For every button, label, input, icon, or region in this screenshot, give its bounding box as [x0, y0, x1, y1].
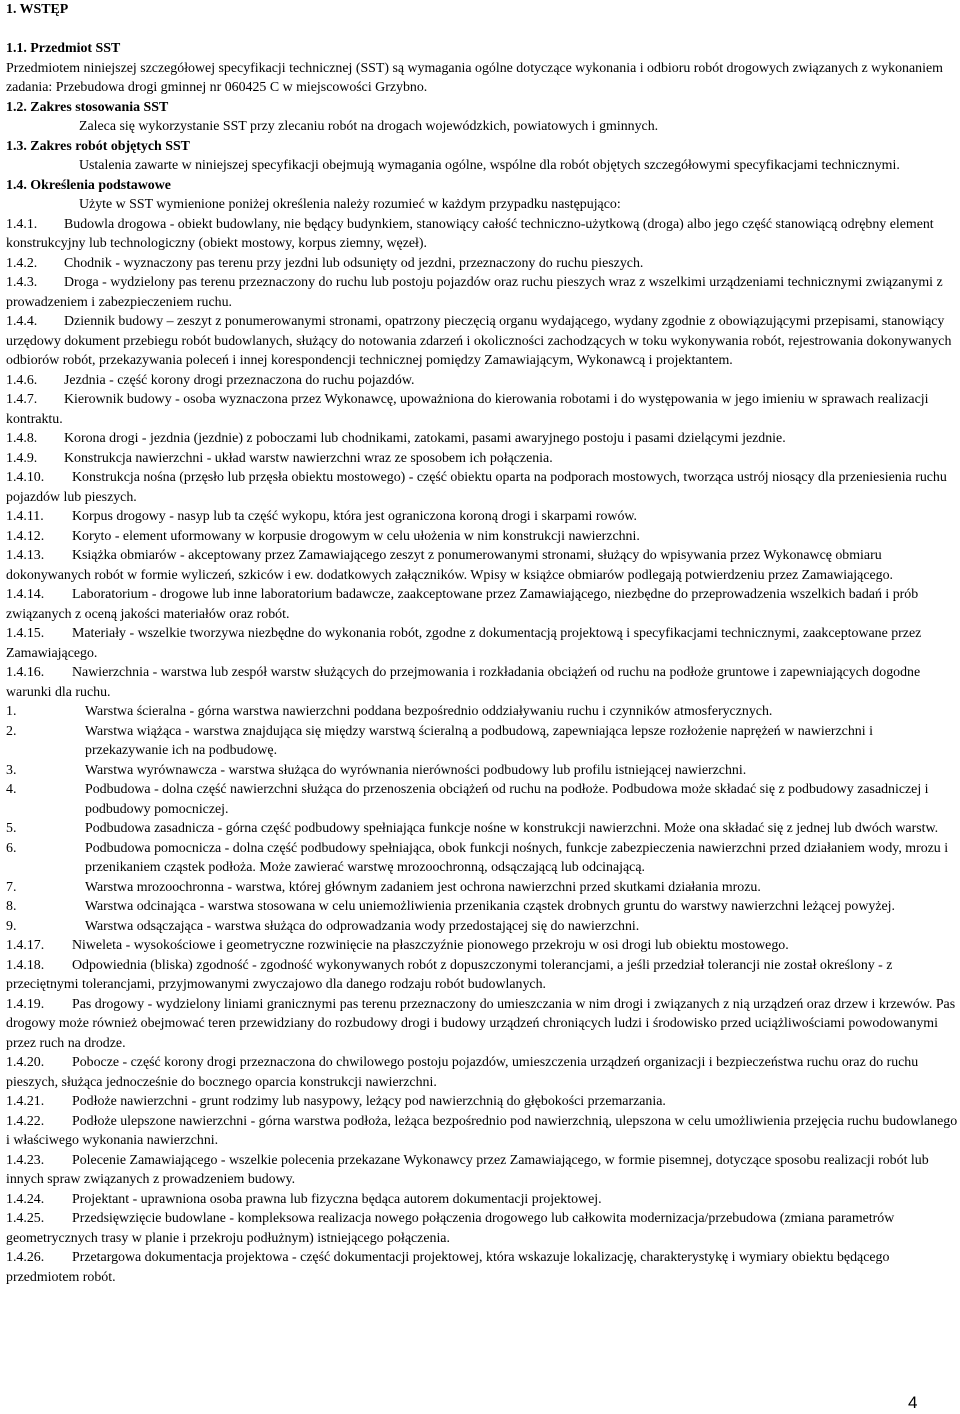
definition-item: [6, 1112, 958, 1151]
definition-item: [6, 390, 958, 429]
definition-number: 1.4.13.: [6, 548, 45, 563]
definition-item: [6, 273, 958, 312]
definition-number: 1.4.17.: [6, 938, 45, 953]
definition-number: 1.4.14.: [6, 587, 45, 602]
definition-text: Koryto - element uformowany w korpusie drogowym w celu ułożenia w nim konstrukcji nawierzchni.: [72, 528, 640, 544]
layer-item: [6, 761, 958, 781]
section-1-1-text: Przedmiotem niniejszej szczegółowej specyfikacji technicznej (SST) są wymagania ogólne dotyczące wykonania i odbioru robót drogowych związanych z wykonaniem zadania: Przebudowa drogi gminnej nr 060425 C w miejscowości Grzybno.: [6, 60, 943, 95]
definition-number: 1.4.26.: [6, 1250, 45, 1265]
definition-number: 1.4.3.: [6, 275, 38, 290]
definition-number: 1.4.9.: [6, 450, 38, 466]
definition-number: 1.4.10.: [6, 470, 45, 485]
definition-item: [6, 468, 958, 507]
definition-text: Chodnik - wyznaczony pas terenu przy jezdni lub odsunięty od jezdni, przeznaczony do ruchu pieszych.: [64, 255, 644, 271]
layer-number: 5.: [6, 821, 17, 836]
definition-item: [6, 371, 958, 391]
definition-text: Podłoże ulepszone nawierzchni - górna warstwa podłoża, leżąca bezpośrednio pod nawierzchnią, ulepszona w celu umożliwienia przejęcia ruchu budowlanego i właściwego wykonania nawierzchni.: [6, 1113, 958, 1148]
definition-number: 1.4.7.: [6, 392, 38, 407]
definition-text: Laboratorium - drogowe lub inne laboratorium badawcze, zaakceptowane przez Zamawiającego, niezbędne do przeprowadzenia wszelkich badań i prób związanych z oceną jakości materiałów oraz robót.: [6, 587, 919, 622]
definition-item: [6, 936, 958, 956]
layer-number: 6.: [6, 840, 17, 856]
layer-item: [6, 722, 958, 761]
layer-number: 7.: [6, 879, 17, 895]
definition-number: 1.4.8.: [6, 431, 38, 446]
definition-number: 1.4.22.: [6, 1113, 45, 1129]
definition-number: 1.4.12.: [6, 528, 45, 544]
definition-text: Przedsięwzięcie budowlane - kompleksowa realizacja nowego połączenia drogowego lub całkowita modernizacja/przebudowa (zmiana parametrów geometrycznych trasy w planie i przekroju podłużnym) istniejącego połączenia.: [6, 1211, 895, 1246]
section-1-3-text: Ustalenia zawarte w niniejszej specyfikacji obejmują wymagania ogólne, wspólne dla robót objętych szczegółowymi specyfikacjami technicznymi.: [79, 158, 900, 173]
layer-item: [6, 780, 958, 819]
definition-number: 1.4.20.: [6, 1055, 45, 1070]
definition-item: [6, 1053, 958, 1092]
layer-item: [6, 897, 958, 917]
definitions-list-b: [6, 936, 958, 1287]
layer-text: Warstwa odcinająca - warstwa stosowana w celu uniemożliwienia przenikania cząstek drobnych gruntu do warstwy nawierzchni leżącej powyżej.: [85, 899, 896, 914]
document-page: [6, 0, 958, 1287]
definitions-list-a: [6, 215, 958, 703]
definition-text: Polecenie Zamawiającego - wszelkie polecenia przekazane Wykonawcy przez Zamawiającego, w formie pisemnej, dotyczące sposobu realizacji robót lub innych spraw związanych z prowadzeniem budowy.: [6, 1152, 929, 1187]
definition-item: [6, 995, 958, 1054]
layer-text: Warstwa wiążąca - warstwa znajdująca się między warstwą ścieralną a podbudową, zapewniająca lepsze rozłożenie naprężeń w nawierzchni i przekazywanie ich na podbudowę.: [85, 723, 873, 758]
definition-item: [6, 507, 958, 527]
layer-text: Warstwa odsączająca - warstwa służąca do odprowadzania wody przedostającej się do nawierzchni.: [85, 918, 640, 934]
definition-number: 1.4.21.: [6, 1094, 45, 1109]
definition-text: Konstrukcja nośna (przęsło lub przęsła obiektu mostowego) - część obiektu oparta na podporach mostowych, tworząca ustrój niosący dla przeniesienia ruchu pojazdów lub pieszych.: [6, 470, 947, 505]
definition-text: Kierownik budowy - osoba wyznaczona przez Wykonawcę, upoważniona do kierowania robotami i do występowania w jego imieniu w sprawach realizacji kontraktu.: [6, 392, 929, 427]
definition-item: [6, 585, 958, 624]
definition-item: [6, 429, 958, 449]
definition-text: Korona drogi - jezdnia (jezdnie) z poboczami lub chodnikami, zatokami, pasami awaryjnego postoju i pasami dzielącymi jezdnie.: [64, 431, 786, 446]
layers-list: [6, 702, 958, 936]
definition-item: [6, 527, 958, 547]
definition-text: Odpowiednia (bliska) zgodność - zgodność wykonywanych robót z dopuszczonymi tolerancjami, a jeśli przedział tolerancji nie został określony - z przeciętnymi tolerancjami, przyjmowanymi zwyczajowo dla danego rodzaju robót budowlanych.: [6, 957, 893, 992]
definition-item: [6, 1151, 958, 1190]
definition-item: [6, 312, 958, 371]
definition-item: [6, 215, 958, 254]
layer-number: 3.: [6, 762, 17, 778]
layer-item: [6, 702, 958, 722]
definition-text: Podłoże nawierzchni - grunt rodzimy lub nasypowy, leżący pod nawierzchnią do głębokości przemarzania.: [72, 1094, 666, 1109]
definition-number: 1.4.23.: [6, 1152, 45, 1168]
definition-item: [6, 1209, 958, 1248]
layer-number: 9.: [6, 918, 17, 934]
definition-number: 1.4.2.: [6, 255, 38, 271]
definition-text: Jezdnia - część korony drogi przeznaczona do ruchu pojazdów.: [64, 372, 415, 388]
definition-text: Pas drogowy - wydzielony liniami granicznymi pas terenu przeznaczony do umieszczania w nim drogi i związanych z nią urządzeń oraz drzew i krzewów. Pas drogowy może również obejmować teren przewidziany do rozbudowy drogi i budowy urządzeń chroniących ludzi i środowisko przed uciążliwościami powodowanymi przez ruch na drodze.: [6, 996, 956, 1051]
layer-number: 4.: [6, 782, 17, 797]
definition-item: [6, 1248, 958, 1287]
definition-number: 1.4.19.: [6, 996, 45, 1012]
definition-item: [6, 254, 958, 274]
definition-item: [6, 663, 958, 702]
layer-item: [6, 878, 958, 898]
layer-item: [6, 917, 958, 937]
definition-text: Książka obmiarów - akceptowany przez Zamawiającego zeszyt z ponumerowanymi stronami, służący do wpisywania przez Wykonawcę obmiaru dokonywanych robót w formie wyliczeń, szkiców i ew. dodatkowych załączników. Wpisy w książce obmiarów podlegają potwierdzeniu przez Zamawiającego.: [6, 548, 894, 583]
layer-text: Podbudowa zasadnicza - górna część podbudowy spełniająca funkcje nośne w konstrukcji nawierzchni. Może ona składać się z jednej lub dwóch warstw.: [85, 821, 939, 836]
layer-number: 2.: [6, 723, 17, 739]
definition-number: 1.4.4.: [6, 314, 38, 329]
definition-item: [6, 449, 958, 469]
layer-text: Podbudowa - dolna część nawierzchni służąca do przenoszenia obciążeń od ruchu na podłoże. Podbudowa może składać się z podbudowy zasadniczej i podbudowy pomocniczej.: [85, 782, 929, 817]
definition-number: 1.4.16.: [6, 665, 45, 680]
layer-number: 1.: [6, 704, 17, 719]
definition-text: Materiały - wszelkie tworzywa niezbędne do wykonania robót, zgodne z dokumentacją projektową i specyfikacjami technicznymi, zaakceptowane przez Zamawiającego.: [6, 626, 922, 661]
chapter-heading: 1. WSTĘP: [6, 2, 69, 17]
definition-item: [6, 1092, 958, 1112]
definition-text: Niweleta - wysokościowe i geometryczne rozwinięcie na płaszczyźnie pionowego przekroju w osi drogi lub obiektu mostowego.: [72, 938, 789, 953]
definition-item: [6, 546, 958, 585]
definition-text: Dziennik budowy – zeszyt z ponumerowanymi stronami, opatrzony pieczęcią organu wydającego, wydany zgodnie z obowiązującymi przepisami, stanowiący urzędowy dokument przebiegu robót budowlanych, służący do notowania zdarzeń i okoliczności zachodzących w toku wykonywania robót, rejestrowania dokonywanych odbiorów robót, przekazywania poleceń i innej korespondencji technicznej pomiędzy Zamawiającym, Wykonawcą i projektantem.: [6, 314, 952, 368]
layer-text: Warstwa mrozoochronna - warstwa, której głównym zadaniem jest ochrona nawierzchni przed skutkami działania mrozu.: [85, 879, 761, 895]
definition-text: Przetargowa dokumentacja projektowa - część dokumentacji projektowej, która wskazuje lokalizację, charakterystykę i wymiary obiektu będącego przedmiotem robót.: [6, 1250, 890, 1285]
definition-number: 1.4.18.: [6, 957, 45, 973]
definition-text: Nawierzchnia - warstwa lub zespół warstw służących do przejmowania i rozkładania obciążeń od ruchu na podłoże gruntowe i zapewniających dogodne warunki dla ruchu.: [6, 665, 921, 700]
layer-number: 8.: [6, 899, 17, 914]
section-1-1-title: 1.1. Przedmiot SST: [6, 41, 121, 56]
spacer: [6, 20, 958, 40]
definition-number: 1.4.11.: [6, 509, 44, 524]
section-1-2-title: 1.2. Zakres stosowania SST: [6, 99, 169, 115]
section-1-4-title: 1.4. Określenia podstawowe: [6, 177, 171, 193]
section-1-2-text: Zaleca się wykorzystanie SST przy zlecaniu robót na drogach wojewódzkich, powiatowych i gminnych.: [79, 119, 659, 134]
definition-text: Droga - wydzielony pas terenu przeznaczony do ruchu lub postoju pojazdów oraz ruchu pieszych wraz z wszelkimi urządzeniami technicznymi związanymi z prowadzeniem i zabezpieczeniem ruchu.: [6, 275, 943, 310]
definition-number: 1.4.24.: [6, 1191, 45, 1207]
definition-number: 1.4.1.: [6, 216, 38, 232]
definition-text: Budowla drogowa - obiekt budowlany, nie będący budynkiem, stanowiący całość techniczno-użytkową (droga) albo jego część stanowiącą odrębny element konstrukcyjny lub technologiczny (obiekt mostowy, korpus ziemny, węzeł).: [6, 216, 934, 251]
layer-text: Warstwa wyrównawcza - warstwa służąca do wyrównania nierówności podbudowy lub profilu istniejącej nawierzchni.: [85, 762, 747, 778]
layer-text: Warstwa ścieralna - górna warstwa nawierzchni poddana bezpośrednio oddziaływaniu ruchu i czynników atmosferycznych.: [85, 704, 773, 719]
layer-item: [6, 839, 958, 878]
section-1-3-title: 1.3. Zakres robót objętych SST: [6, 138, 190, 154]
definition-number: 1.4.15.: [6, 626, 45, 641]
section-1-4-text: Użyte w SST wymienione poniżej określenia należy rozumieć w każdym przypadku następująco:: [79, 197, 621, 212]
page-number: 4: [908, 1393, 918, 1412]
definition-text: Konstrukcja nawierzchni - układ warstw nawierzchni wraz ze sposobem ich połączenia.: [64, 450, 553, 466]
definition-item: [6, 956, 958, 995]
layer-text: Podbudowa pomocnicza - dolna część podbudowy spełniająca, obok funkcji nośnych, funkcje zabezpieczenia nawierzchni przed działaniem wody, mrozu i przenikaniem cząstek podłoża. Może zawierać warstwę mrozoochronną, odsączającą lub odcinającą.: [85, 840, 949, 875]
layer-item: [6, 819, 958, 839]
definition-number: 1.4.6.: [6, 372, 38, 388]
definition-item: [6, 624, 958, 663]
definition-text: Projektant - uprawniona osoba prawna lub fizyczna będąca autorem dokumentacji projektowej.: [72, 1191, 602, 1207]
definition-text: Korpus drogowy - nasyp lub ta część wykopu, która jest ograniczona koroną drogi i skarpami rowów.: [72, 509, 637, 524]
definition-number: 1.4.25.: [6, 1211, 45, 1226]
definition-text: Pobocze - część korony drogi przeznaczona do chwilowego postoju pojazdów, umieszczenia urządzeń organizacji i bezpieczeństwa ruchu oraz do ruchu pieszych, służąca jednocześnie do bocznego oparcia konstrukcji nawierzchni.: [6, 1055, 919, 1090]
definition-item: [6, 1190, 958, 1210]
